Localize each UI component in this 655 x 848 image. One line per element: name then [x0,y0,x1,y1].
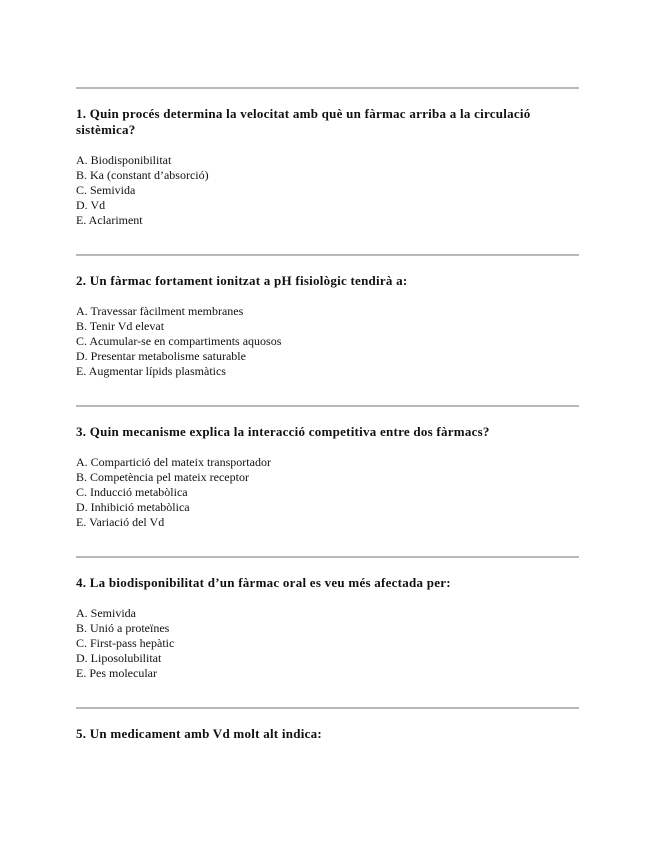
option-c: C. Inducció metabòlica [76,485,188,499]
option-e: E. Augmentar lípids plasmàtics [76,364,226,378]
option-d: D. Liposolubilitat [76,651,162,665]
option-list [76,455,579,530]
option-b: B. Ka (constant d’absorció) [76,168,209,182]
option-b: B. Competència pel mateix receptor [76,470,249,484]
option-list [76,153,579,228]
option-c: C. First-pass hepàtic [76,636,175,650]
question-title: 4. La biodisponibilitat d’un fàrmac oral es veu més afectada per: [76,575,451,590]
option-d: D. Inhibició metabòlica [76,500,190,514]
option-a: A. Compartició del mateix transportador [76,455,271,469]
question-3 [76,407,579,556]
question-title: 5. Un medicament amb Vd molt alt indica: [76,726,322,741]
question-1 [76,89,579,254]
option-a: A. Travessar fàcilment membranes [76,304,244,318]
option-e: E. Variació del Vd [76,515,165,529]
question-5 [76,709,579,742]
option-b: B. Unió a proteïnes [76,621,170,635]
option-d: D. Vd [76,198,106,212]
option-d: D. Presentar metabolisme saturable [76,349,246,363]
option-list [76,606,579,681]
option-e: E. Aclariment [76,213,143,227]
option-b: B. Tenir Vd elevat [76,319,165,333]
option-c: C. Acumular-se en compartiments aquosos [76,334,282,348]
option-a: A. Semivida [76,606,136,620]
quiz-document [76,0,579,757]
option-list [76,304,579,379]
option-a: A. Biodisponibilitat [76,153,172,167]
option-c: C. Semivida [76,183,136,197]
question-title: 1. Quin procés determina la velocitat amb què un fàrmac arriba a la circulació sistèmica? [76,106,531,137]
question-2 [76,256,579,405]
question-title: 2. Un fàrmac fortament ionitzat a pH fisiològic tendirà a: [76,273,408,288]
question-title: 3. Quin mecanisme explica la interacció competitiva entre dos fàrmacs? [76,424,490,439]
option-e: E. Pes molecular [76,666,157,680]
question-4 [76,558,579,707]
